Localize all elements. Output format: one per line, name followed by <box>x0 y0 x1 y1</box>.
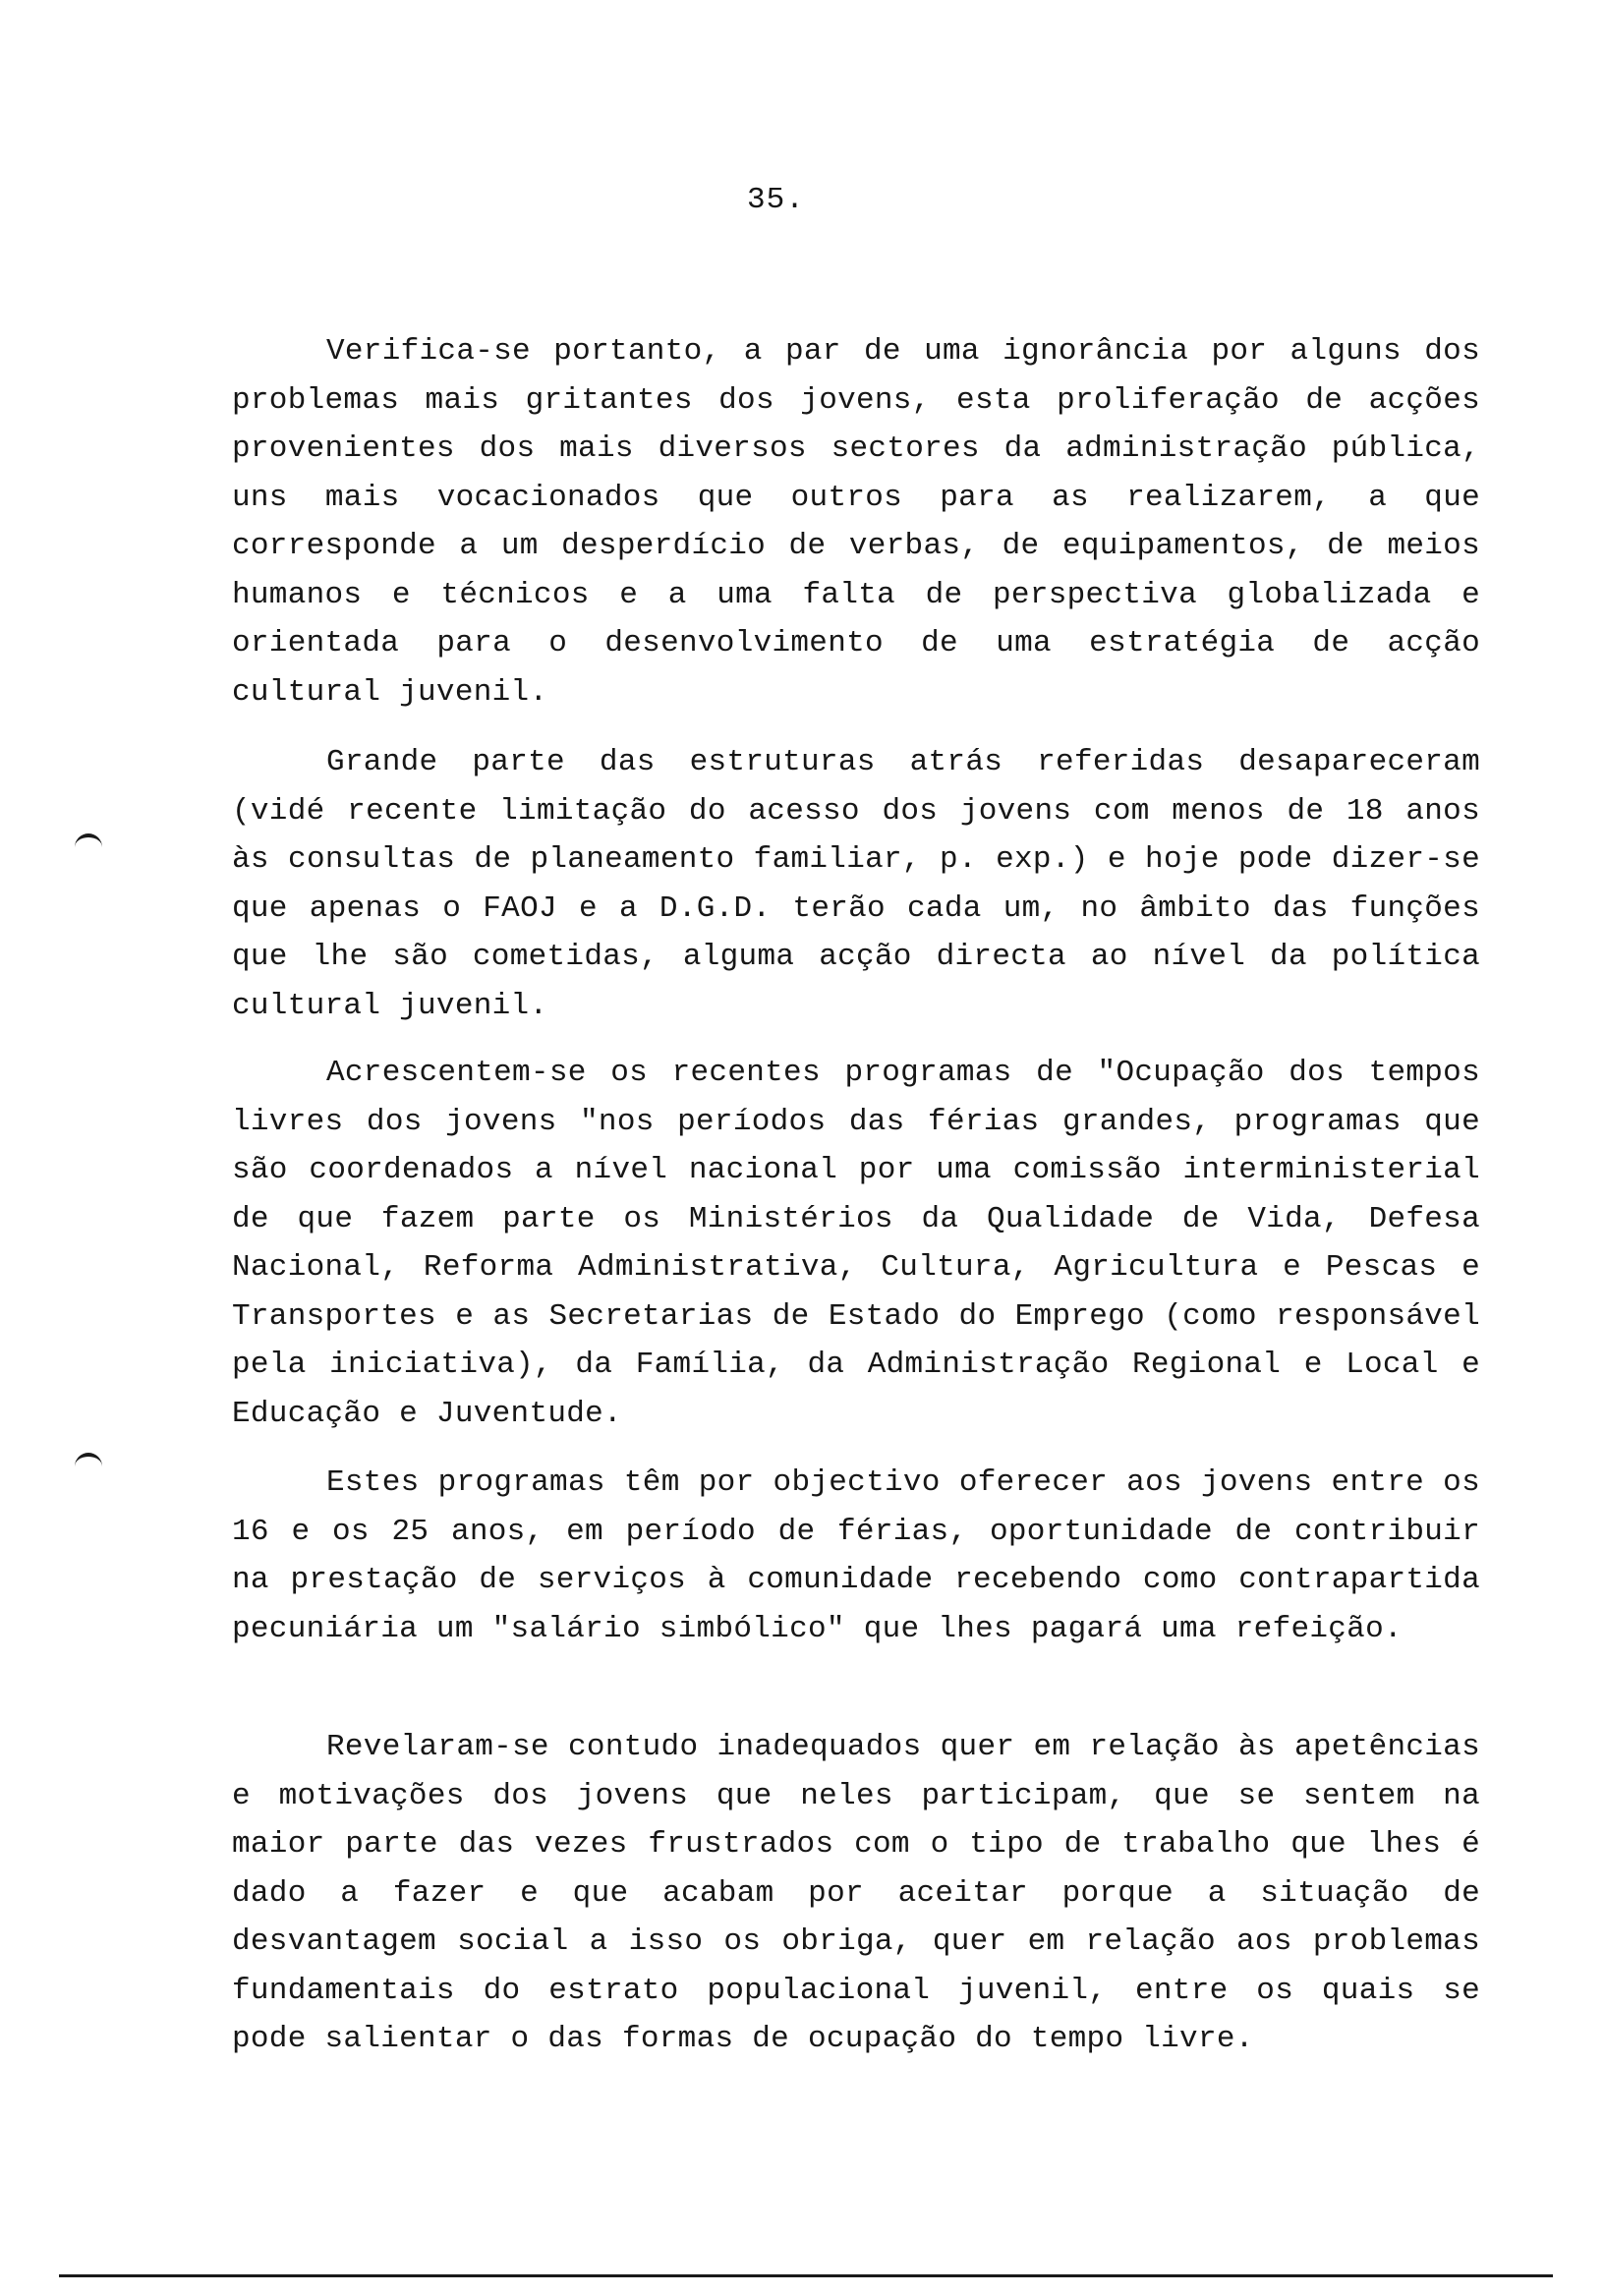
bottom-rule <box>59 2274 1553 2277</box>
paragraph-3: Acrescentem-se os recentes programas de "Ocupação dos tempos livres dos jovens "nos períodos das férias grandes, programas que são coordenados a nível nacional por uma comissão interministerial de que fazem parte os Ministérios da Qualidade de Vida, Defesa Nacional, Reforma Administrativa, Cultura, Agricultura e Pescas e Transportes e as Secretarias de Estado do Emprego (como responsável pela iniciativa), da Família, da Administração Regional e Local e Educação e Juventude. <box>232 1056 1480 1431</box>
paragraph-1: Verifica-se portanto, a par de uma ignorância por alguns dos problemas mais gritantes dos jovens, esta proliferação de acções provenientes dos mais diversos sectores da administração pública, uns mais vocacionados que outros para as realizarem, a que corresponde a um desperdício de verbas, de equipamentos, de meios humanos e técnicos e a uma falta de perspectiva globalizada e orientada para o desenvolvimento de uma estratégia de acção cultural juvenil. <box>232 334 1480 710</box>
paragraph-4: Estes programas têm por objectivo oferecer aos jovens entre os 16 e os 25 anos, em período de férias, oportunidade de contribuir na prestação de serviços à comunidade recebendo como contrapartida pecuniária um "salário simbólico" que lhes pagará uma refeição. <box>232 1465 1480 1646</box>
page-number: 35. <box>747 183 805 217</box>
margin-mark <box>75 1453 102 1470</box>
paragraph-5: Revelaram-se contudo inadequados quer em relação às apetências e motivações dos jovens que neles participam, que se sentem na maior parte das vezes frustrados com o tipo de trabalho que lhes é dado a fazer e que acabam por aceitar porque a situação de desvantagem social a isso os obriga, quer em relação aos problemas fundamentais do estrato populacional juvenil, entre os quais se pode salientar o das formas de ocupação do tempo livre. <box>232 1730 1480 2056</box>
paragraph-2: Grande parte das estruturas atrás referidas desapareceram (vidé recente limitação do acesso dos jovens com menos de 18 anos às consultas de planeamento familiar, p. exp.) e hoje pode dizer-se que apenas o FAOJ e a D.G.D. terão cada um, no âmbito das funções que lhe são cometidas, alguma acção directa ao nível da política cultural juvenil. <box>232 745 1480 1023</box>
margin-mark <box>75 833 102 851</box>
